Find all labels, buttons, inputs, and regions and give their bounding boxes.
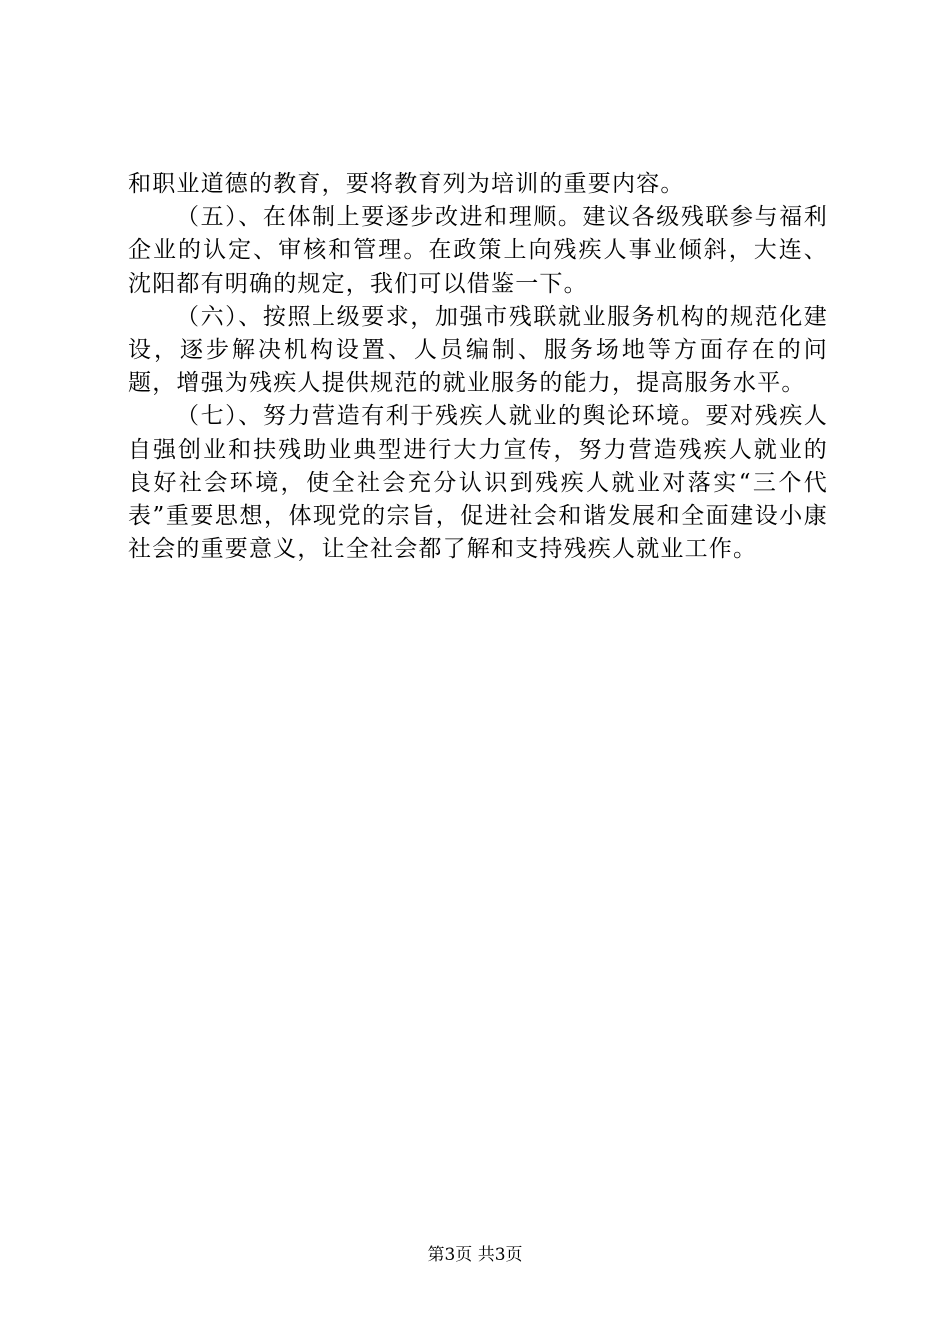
- document-body: [128, 168, 828, 566]
- paragraph-item-6: （六）、按照上级要求，加强市残联就业服务机构的规范化建设，逐步解决机构设置、人员编制、服务场地等方面存在的问题，增强为残疾人提供规范的就业服务的能力，提高服务水平。: [128, 303, 828, 397]
- paragraph-continuation: 和职业道德的教育，要将教育列为培训的重要内容。: [128, 171, 685, 197]
- page-footer: 第3页 共3页: [427, 1245, 523, 1265]
- paragraph-item-5: （五）、在体制上要逐步改进和理顺。建议各级残联参与福利企业的认定、审核和管理。在政策上向残疾人事业倾斜，大连、沈阳都有明确的规定，我们可以借鉴一下。: [128, 204, 828, 297]
- paragraph-item-7: （七）、努力营造有利于残疾人就业的舆论环境。要对残疾人自强创业和扶残助业典型进行大力宣传，努力营造残疾人就业的良好社会环境，使全社会充分认识到残疾人就业对落实“三个代表”重要思想，体现党的宗旨，促进社会和谐发展和全面建设小康社会的重要意义，让全社会都了解和支持残疾人就业工作。: [128, 403, 828, 563]
